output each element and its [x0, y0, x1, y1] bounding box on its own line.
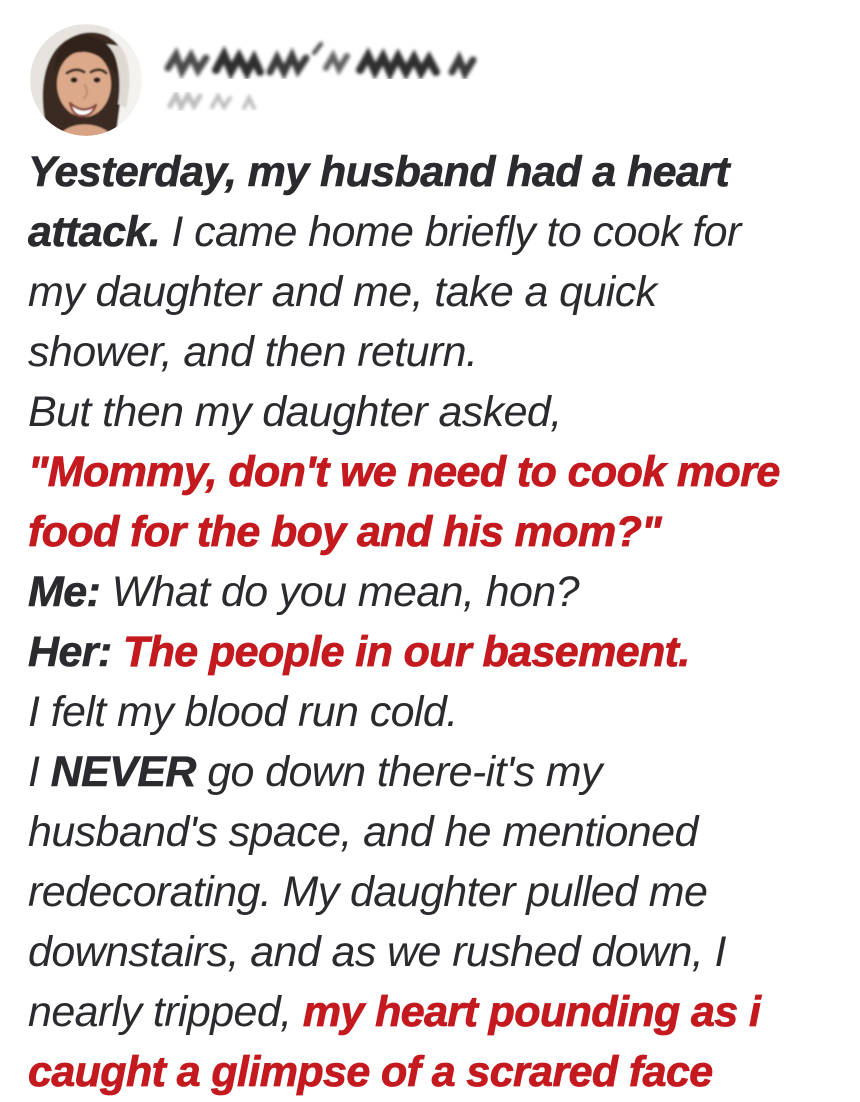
- text-line: [28, 322, 840, 382]
- text-segment: The people in our basement.: [111, 628, 690, 676]
- text-line: [28, 682, 840, 742]
- text-segment: "Mommy, don't we need to cook more: [28, 448, 780, 496]
- redacted-name-scribble: [168, 44, 473, 73]
- text-line: [28, 562, 840, 622]
- text-segment: go down there-it's my: [195, 748, 602, 796]
- text-line: [28, 922, 840, 982]
- text-segment: I: [28, 748, 51, 796]
- redacted-author-block: [162, 36, 482, 125]
- text-segment: attack.: [28, 208, 161, 256]
- text-segment: redecorating. My daughter pulled me: [28, 868, 708, 916]
- text-segment: But then my daughter asked,: [28, 388, 562, 436]
- text-line: [28, 862, 840, 922]
- text-line: [28, 742, 840, 802]
- text-segment: Yesterday, my husband had a heart: [28, 148, 730, 196]
- text-segment: husband's space, and he mentioned: [28, 808, 698, 856]
- avatar[interactable]: [30, 24, 142, 136]
- text-line: [28, 502, 840, 562]
- text-segment: shower, and then return.: [28, 328, 478, 376]
- text-line: [28, 982, 840, 1042]
- post-body: [28, 142, 840, 1102]
- redacted-meta-scribble: [170, 95, 254, 108]
- text-line: [28, 262, 840, 322]
- text-line: [28, 202, 840, 262]
- text-segment: my heart pounding as i: [302, 988, 761, 1036]
- text-segment: I came home briefly to cook for: [160, 208, 741, 256]
- text-segment: I felt my blood run cold.: [28, 688, 458, 736]
- text-line: [28, 382, 840, 442]
- text-segment: caught a glimpse of a scrared face: [28, 1048, 713, 1096]
- text-segment: food for the boy and his mom?": [28, 508, 662, 556]
- text-segment: Her:: [28, 628, 112, 676]
- text-line: [28, 142, 840, 202]
- text-segment: Me:: [28, 568, 101, 616]
- avatar-portrait-image: [30, 24, 142, 136]
- text-segment: downstairs, and as we rushed down, I: [28, 928, 726, 976]
- text-line: [28, 802, 840, 862]
- text-segment: nearly tripped,: [28, 988, 303, 1036]
- text-line: [28, 622, 840, 682]
- text-line: [28, 442, 840, 502]
- text-segment: What do you mean, hon?: [100, 568, 579, 616]
- text-segment: my daughter and me, take a quick: [28, 268, 657, 316]
- text-line: [28, 1042, 840, 1102]
- text-segment: NEVER: [50, 748, 196, 796]
